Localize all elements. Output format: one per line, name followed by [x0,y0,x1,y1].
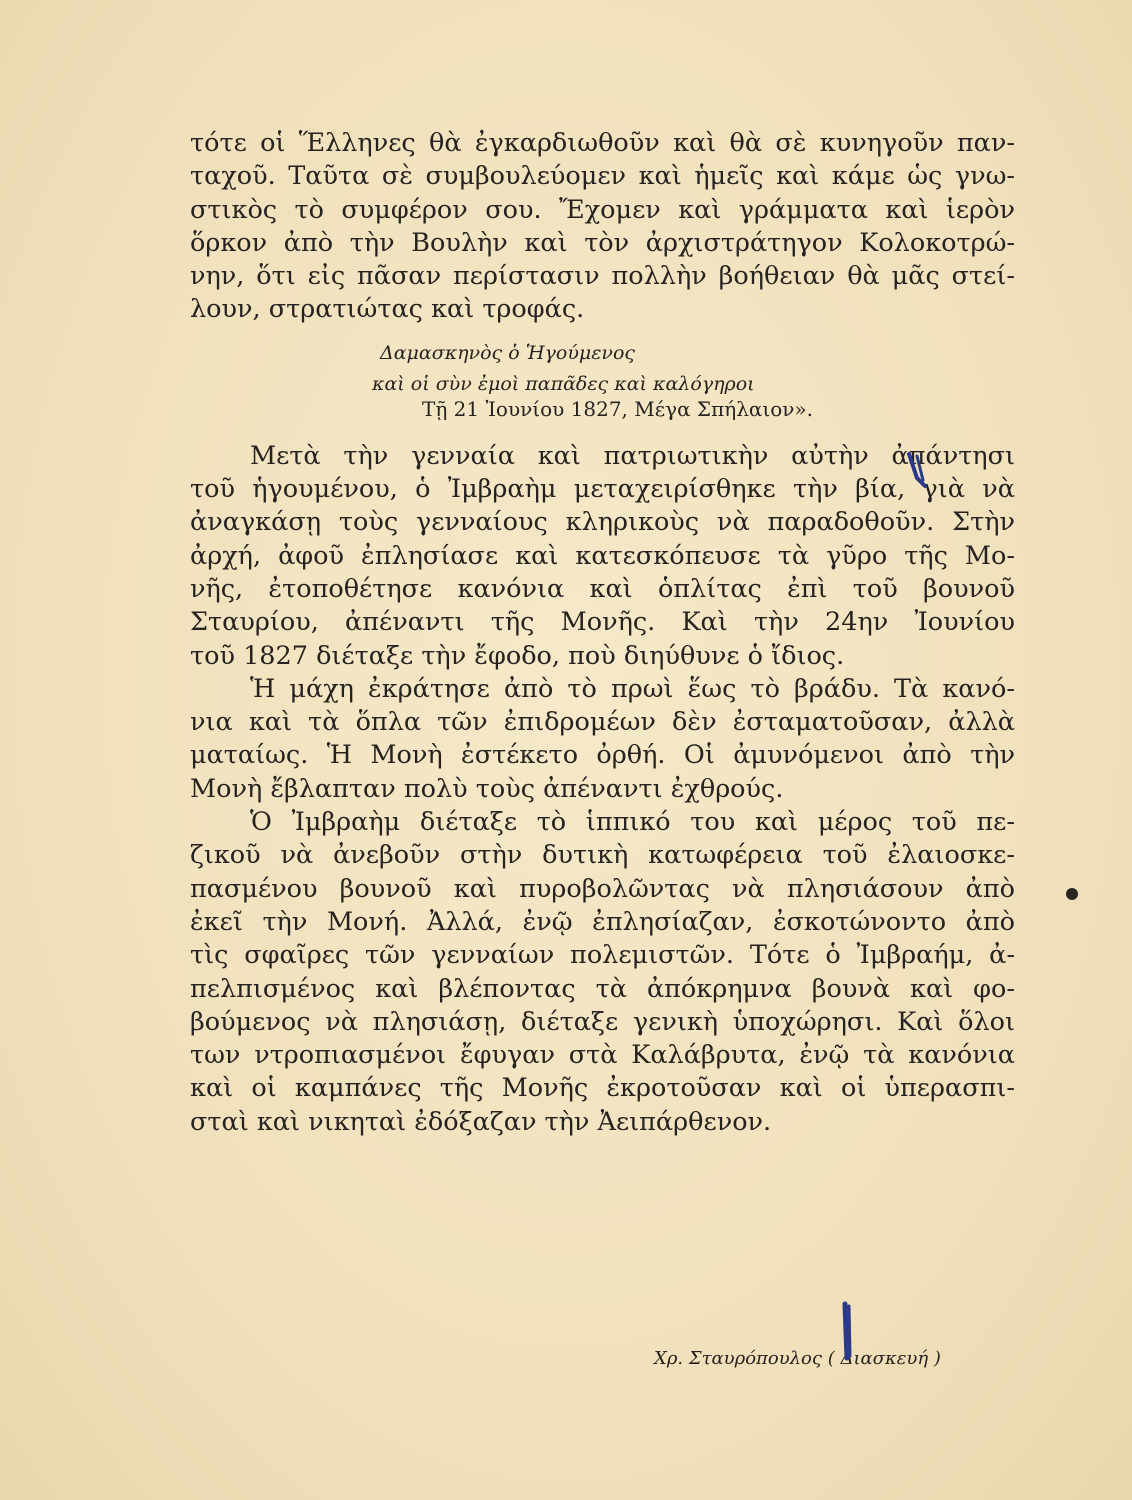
text-line: τὶς σφαῖρες τῶν γενναίων πολεμιστῶν. Τότε ὁ Ἰμβραήμ, ἀ- [190,940,1015,971]
text-line: ζικοῦ νὰ ἀνεβοῦν στὴν δυτικὴ κατωφέρεια τοῦ ἐλαιοσκε- [190,840,1015,871]
text-line: πασμένου βουνοῦ καὶ πυροβολῶντας νὰ πλησιάσουν ἀπὸ [190,873,1015,904]
text-line: τότε οἱ Ἕλληνες θὰ ἐγκαρδιωθοῦν καὶ θὰ σὲ κυνηγοῦν παν- [190,128,1015,158]
text-line: ἀρχή, ἀφοῦ ἐπλησίασε καὶ κατεσκόπευσε τὰ γῦρο τῆς Μο- [190,540,1015,571]
signature-line-1: Δαμασκηνὸς ὁ Ἡγούμενος [380,341,636,364]
text-line: πελπισμένος καὶ βλέποντας τὰ ἀπόκρημνα βουνὰ καὶ φο- [190,973,1015,1004]
text-line: Σταυρίου, ἀπέναντι τῆς Μονῆς. Καὶ τὴν 24ην Ἰουνίου [190,607,1015,638]
text-line: Ἡ μάχη ἐκράτησε ἀπὸ τὸ πρωὶ ἕως τὸ βράδυ. Τὰ κανό- [250,673,1015,704]
text-line: λουν, στρατιώτας καὶ τροφάς. [190,294,585,325]
text-line: ὅρκον ἀπὸ τὴν Βουλὴν καὶ τὸν ἀρχιστράτηγον Κολοκοτρώ- [190,227,1015,258]
pen-stroke-icon [838,1300,858,1364]
pen-mark-icon [903,450,937,490]
text-block [190,127,1015,1139]
text-line: ταχοῦ. Ταῦτα σὲ συμβουλεύομεν καὶ ἡμεῖς καὶ κάμε ὡς γνω- [190,161,1015,192]
text-line: ματαίως. Ἡ Μονὴ ἐστέκετο ὀρθή. Οἱ ἀμυνόμενοι ἀπὸ τὴν [190,740,1015,771]
text-line: ἐκεῖ τὴν Μονή. Ἀλλά, ἐνῷ ἐπλησίαζαν, ἐσκοτώνοντο ἀπὸ [190,906,1015,937]
text-line: Μετὰ τὴν γενναία καὶ πατριωτικὴν αὐτὴν ἀπάντησι [250,440,1015,471]
text-line: καὶ οἱ καμπάνες τῆς Μονῆς ἐκροτοῦσαν καὶ οἱ ὑπερασπι- [190,1073,1015,1104]
text-line: τοῦ ἡγουμένου, ὁ Ἰμβραὴμ μεταχειρίσθηκε τὴν βία, γιὰ νὰ [190,474,1015,505]
text-line: των ντροπιασμένοι ἔφυγαν στὰ Καλάβρυτα, ἐνῷ τὰ κανόνια [190,1040,1015,1071]
text-line: Ὁ Ἰμβραὴμ διέταξε τὸ ἱππικό του καὶ μέρος τοῦ πε- [250,807,1015,838]
text-line: νια καὶ τὰ ὅπλα τῶν ἐπιδρομέων δὲν ἐσταματοῦσαν, ἀλλὰ [190,707,1015,738]
ink-dot [1066,888,1078,900]
text-line: Μονὴ ἔβλαπταν πολὺ τοὺς ἀπέναντι ἐχθρούς. [190,773,784,804]
text-line: στικὸς τὸ συμφέρον σου. Ἔχομεν καὶ γράμματα καὶ ἱερὸν [190,194,1015,225]
text-line: νην, ὅτι εἰς πᾶσαν περίστασιν πολλὴν βοήθειαν θὰ μᾶς στεί- [190,261,1015,292]
signature-date: Τῇ 21 Ἰουνίου 1827, Μέγα Σπήλαιον». [422,396,814,421]
text-line: τοῦ 1827 διέταξε τὴν ἔφοδο, ποὺ διηύθυνε ὁ ἴδιος. [190,640,845,671]
signature-line-2: καὶ οἱ σὺν ἐμοὶ παπᾶδες καὶ καλόγηροι [372,372,755,395]
author-credit: Χρ. Σταυρόπουλος ( Διασκευή ) [654,1348,941,1369]
text-line: νῆς, ἐτοποθέτησε κανόνια καὶ ὁπλίτας ἐπὶ τοῦ βουνοῦ [190,573,1015,604]
text-line: σταὶ καὶ νικηταὶ ἐδόξαζαν τὴν Ἀειπάρθενον. [190,1106,772,1137]
text-line: ἀναγκάσῃ τοὺς γενναίους κληρικοὺς νὰ παραδοθοῦν. Στὴν [190,507,1015,538]
text-line: βούμενος νὰ πλησιάσῃ, διέταξε γενικὴ ὑποχώρησι. Καὶ ὅλοι [190,1006,1015,1037]
